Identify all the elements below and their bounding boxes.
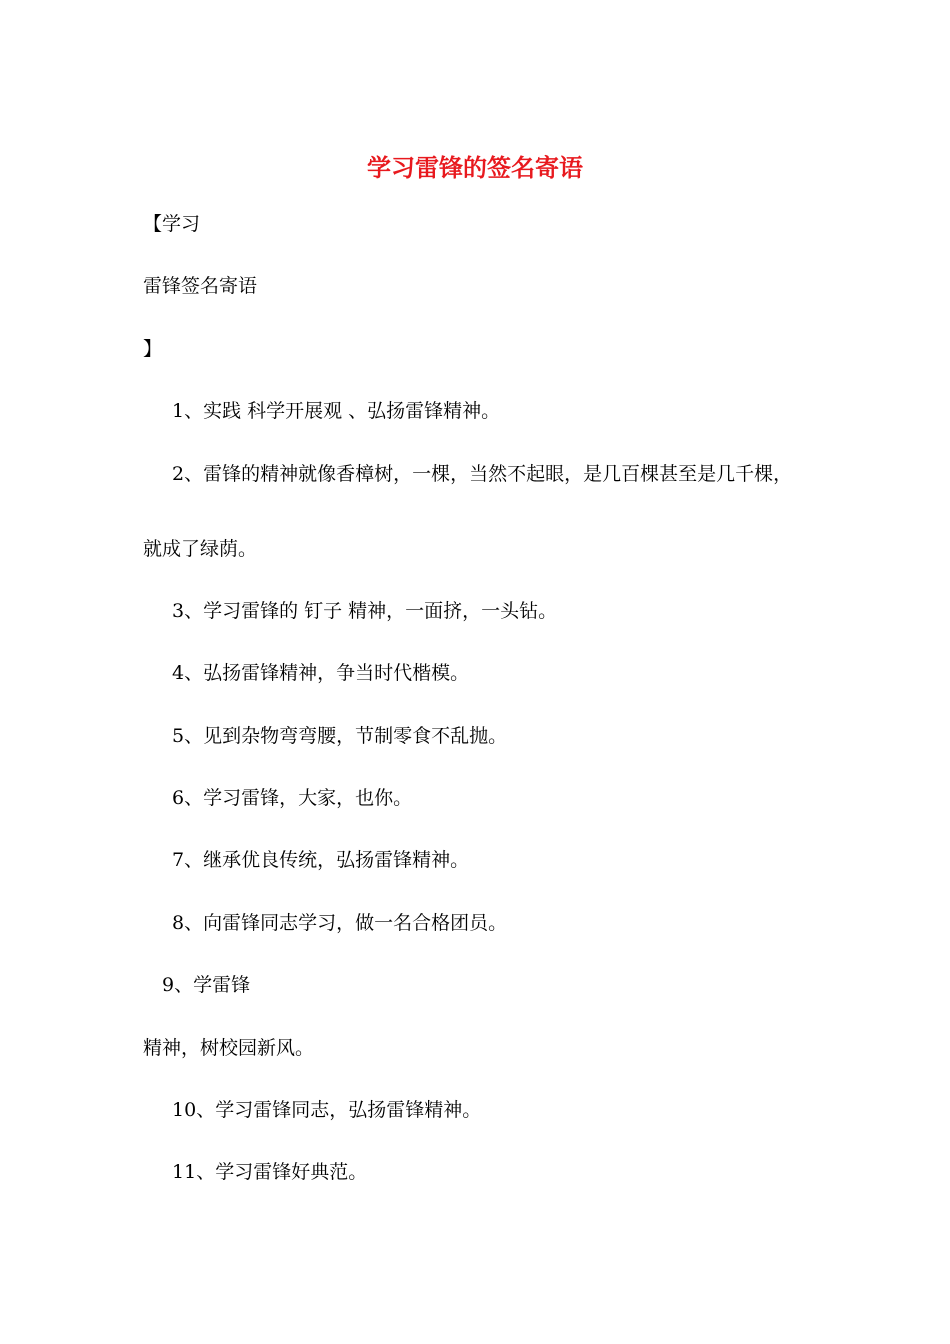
item-text: 、雷锋的精神就像香樟树，一棵，当然不起眼，是几百棵甚至是几千棵，	[184, 463, 793, 485]
item-text: 、见到杂物弯弯腰，节制零食不乱抛。	[184, 725, 508, 747]
list-item-1	[172, 398, 500, 424]
item-number: 6	[172, 787, 185, 809]
item-text: 、弘扬雷锋精神，争当时代楷模。	[184, 662, 470, 684]
list-item-11	[172, 1159, 367, 1185]
document-title: 学习雷锋的签名寄语	[367, 154, 583, 182]
item-text: 、实践 科学开展观 、弘扬雷锋精神。	[184, 400, 501, 422]
item-number: 11	[172, 1161, 197, 1183]
item-text: 、学习雷锋，大家，也你。	[184, 787, 413, 809]
item-text: 、学习雷锋同志，弘扬雷锋精神。	[196, 1099, 482, 1121]
item-number: 4	[172, 662, 185, 684]
item-text: 、学习雷锋好典范。	[196, 1161, 368, 1183]
header-line-3: 】	[143, 338, 163, 360]
item-number: 9	[162, 974, 175, 996]
item-text: 、向雷锋同志学习，做一名合格团员。	[184, 912, 508, 934]
item-text: 、继承优良传统，弘扬雷锋精神。	[184, 849, 470, 871]
list-item-9-continuation: 精神，树校园新风。	[143, 1037, 315, 1059]
item-number: 2	[172, 463, 185, 485]
item-number: 10	[172, 1099, 197, 1121]
list-item-2	[172, 461, 792, 487]
header-line-2: 雷锋签名寄语	[143, 275, 258, 297]
item-number: 3	[172, 600, 185, 622]
item-text: 、学雷锋	[174, 974, 251, 996]
list-item-6	[172, 785, 412, 811]
list-item-8	[172, 910, 507, 936]
item-number: 1	[172, 400, 185, 422]
item-number: 8	[172, 912, 185, 934]
list-item-9	[162, 972, 250, 998]
list-item-10	[172, 1097, 481, 1123]
item-number: 5	[172, 725, 185, 747]
list-item-3	[172, 598, 557, 624]
list-item-2-continuation: 就成了绿荫。	[143, 538, 258, 560]
list-item-7	[172, 847, 469, 873]
item-text: 、学习雷锋的 钉子 精神，一面挤，一头钻。	[184, 600, 558, 622]
list-item-4	[172, 660, 469, 686]
header-line-1: 【学习	[143, 213, 201, 235]
list-item-5	[172, 723, 507, 749]
item-number: 7	[172, 849, 185, 871]
